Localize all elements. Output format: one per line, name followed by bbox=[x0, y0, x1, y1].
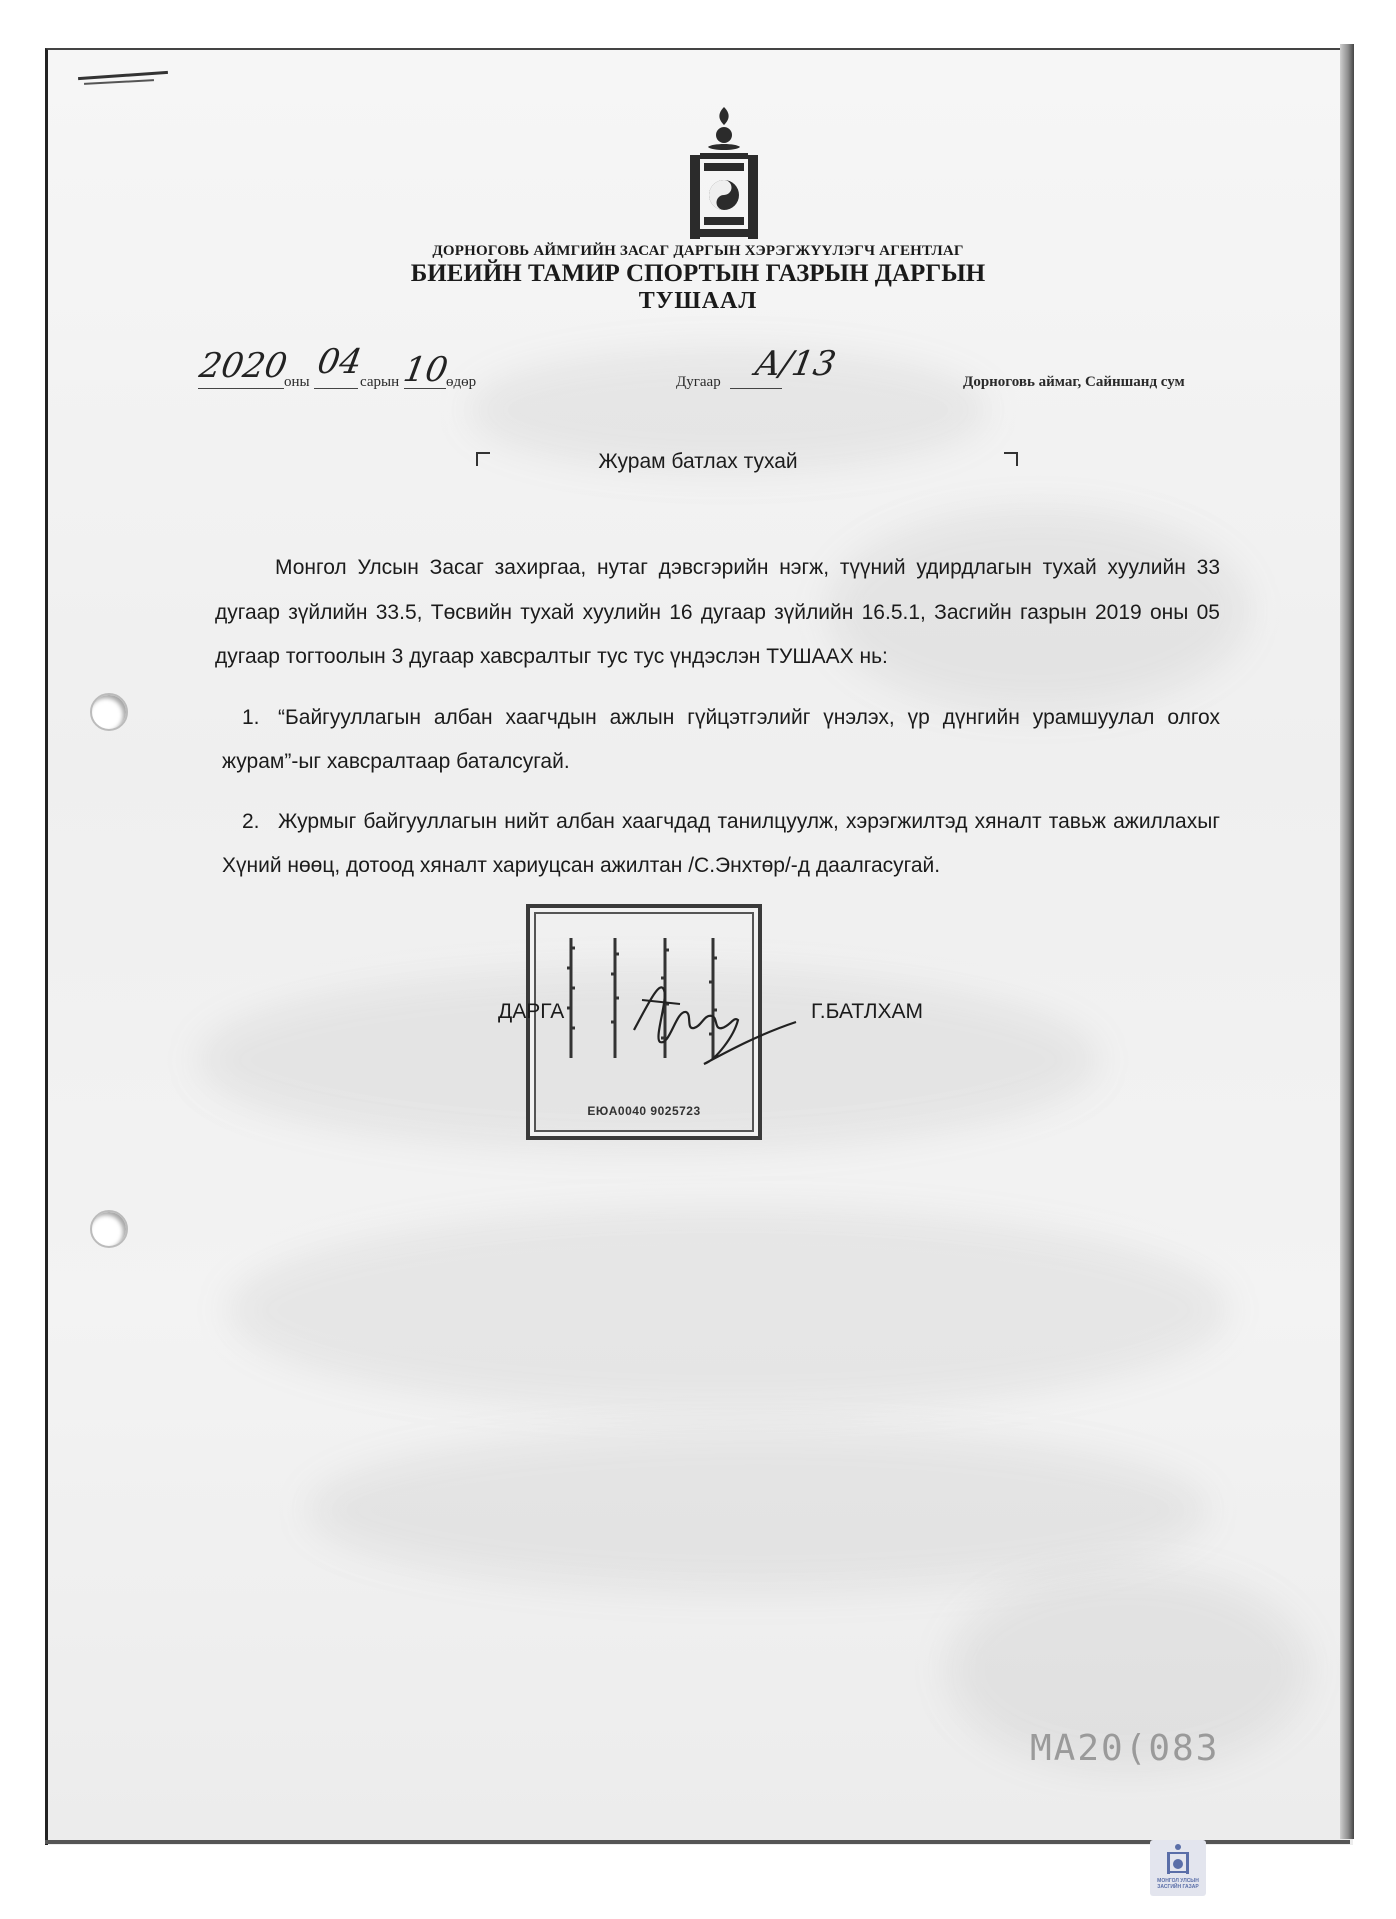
logo-caption-line: МОНГОЛ УЛСЫН bbox=[1157, 1878, 1199, 1884]
underline bbox=[198, 388, 284, 389]
signatory-name: Г.БАТЛХАМ bbox=[811, 1000, 923, 1023]
handwritten-signature bbox=[620, 960, 800, 1070]
registry-stamp-number: МА20(083 bbox=[1030, 1728, 1220, 1769]
pen-mark bbox=[78, 74, 168, 84]
mongol-script-icon bbox=[610, 938, 620, 1058]
handwritten-day: 10 bbox=[400, 350, 451, 390]
punch-hole-icon bbox=[90, 693, 128, 731]
seal-code: EЮA0040 9025723 bbox=[587, 1104, 701, 1118]
handwritten-year: 2020 bbox=[196, 346, 291, 386]
page-margin bbox=[1200, 0, 1396, 48]
list-item bbox=[222, 696, 1220, 784]
month-label: сарын bbox=[360, 374, 400, 390]
underline bbox=[730, 388, 782, 389]
government-logo bbox=[1150, 1840, 1206, 1896]
handwritten-month: 04 bbox=[314, 342, 365, 382]
number-label: Дугаар bbox=[676, 374, 721, 390]
scan-noise bbox=[228, 1210, 1228, 1410]
item-number: 2. bbox=[242, 810, 260, 833]
signatory-title: ДАРГА bbox=[498, 1000, 565, 1023]
mongol-script-icon bbox=[566, 938, 576, 1058]
office-name: БИЕИЙН ТАМИР СПОРТЫН ГАЗРЫН ДАРГЫН bbox=[410, 260, 986, 287]
logo-caption-line: ЗАСГИЙН ГАЗАР bbox=[1157, 1884, 1199, 1890]
logo-caption bbox=[1150, 1878, 1206, 1890]
year-label: оны bbox=[284, 374, 310, 390]
item-text: Журмыг байгууллагын нийт албан хаагчдад танилцуулж, хэрэгжилтэд хяналт тавьж ажиллахыг Хүний нөөц, дотоод хяналт хариуцсан ажилтан /С.Энхтөр/-д даалгасугай. bbox=[222, 810, 1220, 877]
preamble-paragraph: Монгол Улсын Засаг захиргаа, нутаг дэвсгэрийн нэгж, түүний удирдлагын тухай хуулийн 33 дугаар зүйлийн 33.5, Төсвийн тухай хуулийн 16 дугаар зүйлийн 16.5.1, Засгийн газрын 2019 оны 05 дугаар тогтоолын 3 дугаар хавсралтыг тус тус үндэслэн ТУШААХ нь: bbox=[215, 556, 1220, 668]
punch-hole-icon bbox=[90, 1210, 128, 1248]
document-location: Дорноговь аймаг, Сайншанд сум bbox=[963, 374, 1185, 390]
underline bbox=[314, 388, 358, 389]
item-text: “Байгууллагын албан хаагчдын ажлын гүйцэтгэлийг үнэлэх, үр дүнгийн урамшуулал олгох журам”-ыг хавсралтаар баталсугай. bbox=[222, 706, 1220, 773]
soyombo-emblem-icon bbox=[686, 105, 762, 241]
agency-name: ДОРНОГОВЬ АЙМГИЙН ЗАСАГ ДАРГЫН ХЭРЭГЖҮҮЛЭГЧ АГЕНТЛАГ bbox=[432, 243, 964, 259]
document-type: ТУШААЛ bbox=[638, 288, 758, 314]
list-item bbox=[222, 800, 1220, 888]
item-number: 1. bbox=[242, 706, 260, 729]
soyombo-logo-icon bbox=[1150, 1840, 1206, 1876]
document-subject: Журам батлах тухай bbox=[598, 450, 798, 473]
day-label: өдөр bbox=[446, 374, 477, 390]
handwritten-number: A/13 bbox=[752, 344, 839, 384]
scan-noise bbox=[308, 1430, 1208, 1590]
